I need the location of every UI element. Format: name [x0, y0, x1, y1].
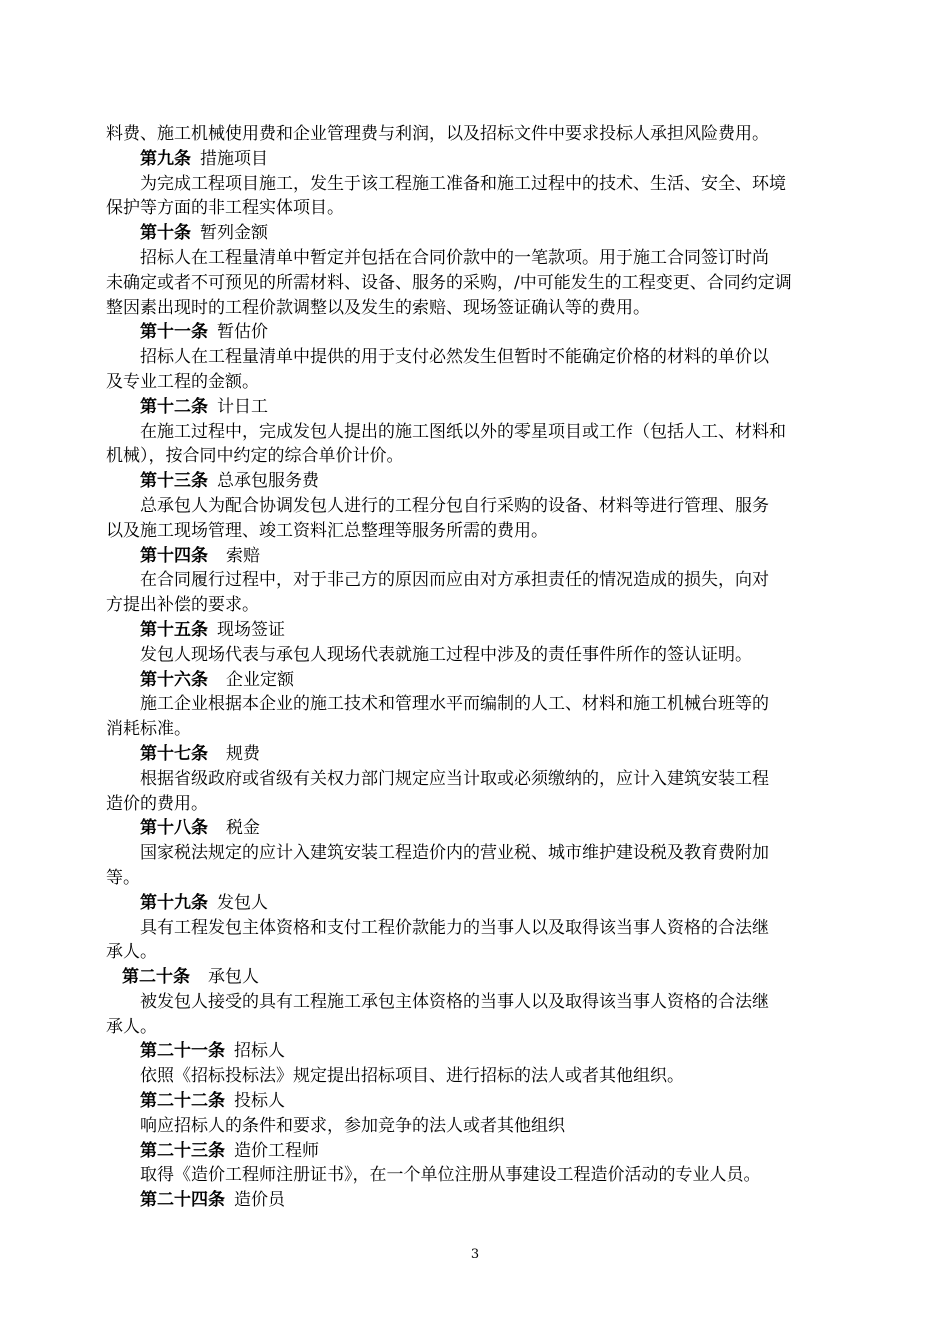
paragraph-line: 为完成工程项目施工，发生于该工程施工准备和施工过程中的技术、生活、安全、环境: [140, 173, 786, 194]
article-heading: [106, 320, 851, 345]
paragraph-line: 以及施工现场管理、竣工资料汇总整理等服务所需的费用。: [106, 520, 548, 541]
article-title: 企业定额: [226, 669, 294, 690]
paragraph-line: 招标人在工程量清单中提供的用于支付必然发生但暂时不能确定价格的材料的单价以: [140, 347, 769, 368]
article-title: 暂列金额: [200, 223, 268, 244]
paragraph: [106, 990, 851, 1040]
article-heading: [106, 147, 851, 172]
paragraph-line: 取得《造价工程师注册证书》，在一个单位注册从事建设工程造价活动的专业人员。: [140, 1165, 761, 1186]
paragraph-line: 承人。: [106, 1016, 157, 1037]
article-number: 第二十二条: [140, 1091, 225, 1112]
article-heading: [106, 965, 851, 990]
article-title: 现场签证: [217, 619, 285, 640]
article-heading: [106, 544, 851, 569]
article-number: 第十三条: [140, 471, 208, 492]
paragraph-line: 依照《招标投标法》规定提出招标项目、进行招标的法人或者其他组织。: [140, 1066, 684, 1087]
paragraph-line: 发包人现场代表与承包人现场代表就施工过程中涉及的责任事件所作的签认证明。: [140, 644, 752, 665]
paragraph: [106, 692, 851, 742]
paragraph-line: 未确定或者不可预见的所需材料、设备、服务的采购，/中可能发生的工程变更、合同约定调: [106, 272, 792, 293]
paragraph: [106, 568, 851, 618]
article-title: 总承包服务费: [217, 471, 319, 492]
article-title: 造价工程师: [234, 1140, 319, 1161]
paragraph: [106, 246, 851, 320]
article-title: 投标人: [234, 1091, 285, 1112]
paragraph-line: 根据省级政府或省级有关权力部门规定应当计取或必须缴纳的，应计入建筑安装工程: [140, 768, 769, 789]
paragraph-line: 造价的费用。: [106, 793, 208, 814]
paragraph-line: 消耗标准。: [106, 719, 191, 740]
paragraph: [106, 420, 851, 470]
paragraph-line: 等。: [106, 867, 140, 888]
paragraph-line: 具有工程发包主体资格和支付工程价款能力的当事人以及取得该当事人资格的合法继: [140, 917, 769, 938]
article-number: 第二十条: [122, 967, 190, 988]
article-title: 措施项目: [200, 148, 268, 169]
article-title: 计日工: [217, 396, 268, 417]
paragraph: [106, 122, 851, 147]
document-body: [106, 122, 851, 1213]
paragraph-line: 被发包人接受的具有工程施工承包主体资格的当事人以及取得该当事人资格的合法继: [140, 991, 769, 1012]
paragraph: [106, 1064, 851, 1089]
paragraph: [106, 643, 851, 668]
paragraph-line: 在合同履行过程中，对于非己方的原因而应由对方承担责任的情况造成的损失，向对: [140, 570, 769, 591]
article-number: 第十条: [140, 223, 191, 244]
article-number: 第二十三条: [140, 1140, 225, 1161]
paragraph: [106, 494, 851, 544]
paragraph-line: 保护等方面的非工程实体项目。: [106, 198, 344, 219]
article-heading: [106, 395, 851, 420]
article-heading: [106, 618, 851, 643]
article-title: 规费: [226, 743, 260, 764]
paragraph-line: 响应招标人的条件和要求，参加竞争的法人或者其他组织: [140, 1115, 565, 1136]
article-number: 第十七条: [140, 743, 208, 764]
paragraph: [106, 1114, 851, 1139]
article-heading: [106, 1188, 851, 1213]
article-number: 第九条: [140, 148, 191, 169]
article-number: 第二十一条: [140, 1041, 225, 1062]
article-number: 第十一条: [140, 322, 208, 343]
article-number: 第十六条: [140, 669, 208, 690]
article-heading: [106, 221, 851, 246]
paragraph: [106, 172, 851, 222]
paragraph-line: 施工企业根据本企业的施工技术和管理水平而编制的人工、材料和施工机械台班等的: [140, 694, 769, 715]
article-number: 第十五条: [140, 619, 208, 640]
paragraph-line: 机械），按合同中约定的综合单价计价。: [106, 446, 404, 467]
paragraph-line: 整因素出现时的工程价款调整以及发生的索赔、现场签证确认等的费用。: [106, 297, 650, 318]
article-number: 第十九条: [140, 892, 208, 913]
paragraph-line: 总承包人为配合协调发包人进行的工程分包自行采购的设备、材料等进行管理、服务: [140, 495, 769, 516]
article-number: 第十八条: [140, 818, 208, 839]
article-heading: [106, 1039, 851, 1064]
article-heading: [106, 469, 851, 494]
paragraph: [106, 345, 851, 395]
article-title: 暂估价: [217, 322, 268, 343]
paragraph: [106, 916, 851, 966]
article-number: 第十四条: [140, 545, 208, 566]
paragraph-line: 承人。: [106, 942, 157, 963]
article-number: 第十二条: [140, 396, 208, 417]
paragraph-line: 及专业工程的金额。: [106, 371, 259, 392]
article-title: 招标人: [234, 1041, 285, 1062]
article-heading: [106, 1139, 851, 1164]
article-title: 承包人: [208, 967, 259, 988]
paragraph: [106, 1163, 851, 1188]
article-title: 造价员: [234, 1190, 285, 1211]
paragraph-line: 方提出补偿的要求。: [106, 595, 259, 616]
article-heading: [106, 742, 851, 767]
paragraph-line: 料费、施工机械使用费和企业管理费与利润，以及招标文件中要求投标人承担风险费用。: [106, 124, 769, 144]
page-number: 3: [470, 1247, 480, 1262]
article-number: 第二十四条: [140, 1190, 225, 1211]
article-title: 税金: [226, 818, 260, 839]
article-heading: [106, 891, 851, 916]
article-heading: [106, 668, 851, 693]
paragraph: [106, 841, 851, 891]
article-heading: [106, 1089, 851, 1114]
paragraph: [106, 767, 851, 817]
paragraph-line: 国家税法规定的应计入建筑安装工程造价内的营业税、城市维护建设税及教育费附加: [140, 843, 769, 864]
article-title: 索赔: [226, 545, 260, 566]
paragraph-line: 在施工过程中，完成发包人提出的施工图纸以外的零星项目或工作（包括人工、材料和: [140, 421, 786, 442]
article-title: 发包人: [217, 892, 268, 913]
paragraph-line: 招标人在工程量清单中暂定并包括在合同价款中的一笔款项。用于施工合同签订时尚: [140, 247, 769, 268]
article-heading: [106, 816, 851, 841]
